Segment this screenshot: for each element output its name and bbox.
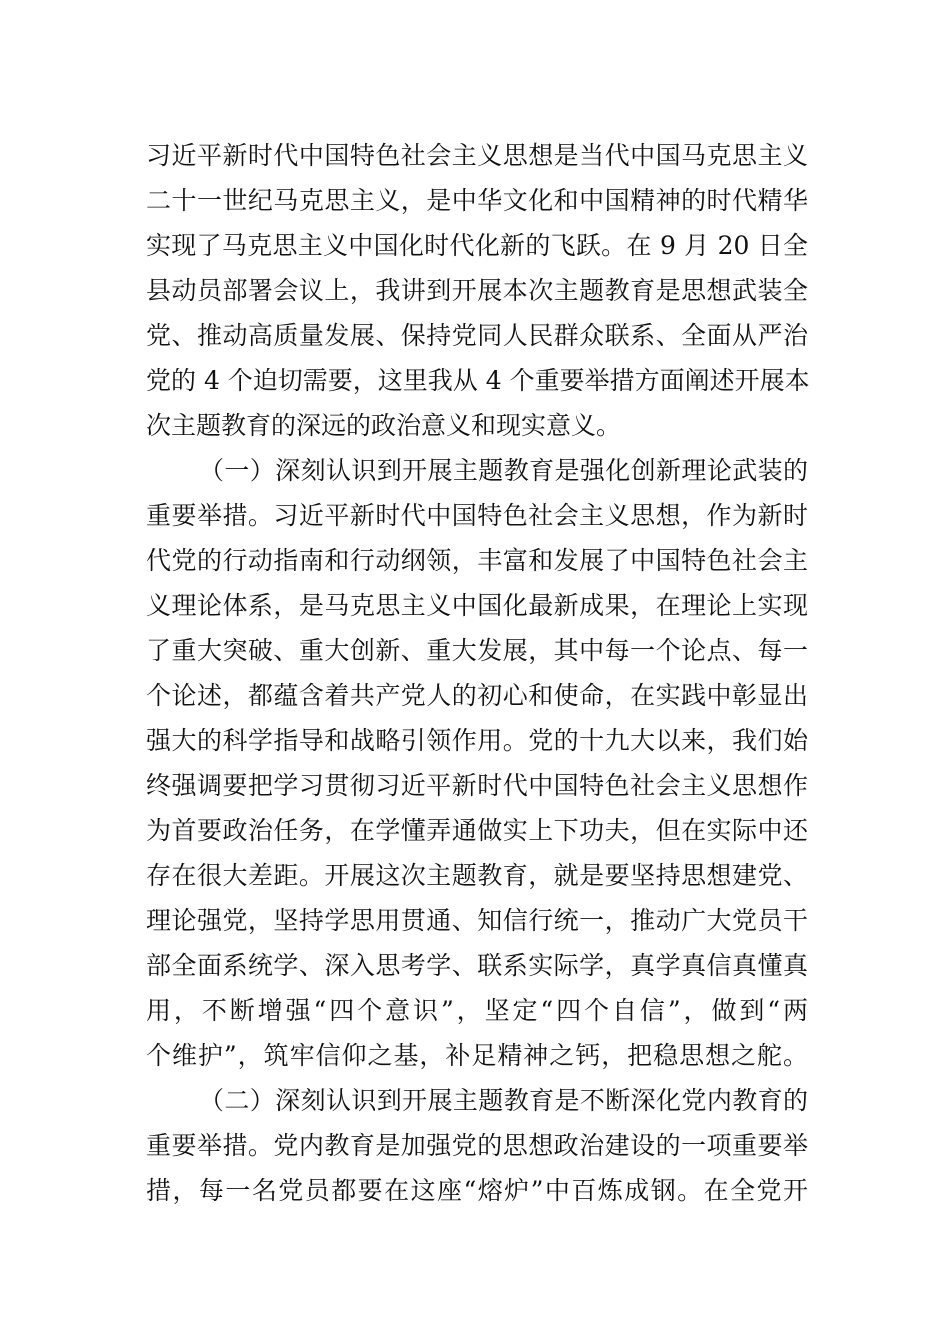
text-line: 部全面系统学、深入思考学、联系实际学，真学真信真懂真 xyxy=(146,951,808,980)
text-line: 重要举措。党内教育是加强党的思想政治建设的一项重要举 xyxy=(146,1131,808,1160)
text-line: 个维护”，筑牢信仰之基，补足精神之钙，把稳思想之舵。 xyxy=(146,1041,808,1070)
text-line: 次主题教育的深远的政治意义和现实意义。 xyxy=(146,411,622,440)
text-line: 县动员部署会议上，我讲到开展本次主题教育是思想武装全 xyxy=(146,276,808,305)
section-heading-line: （一）深刻认识到开展主题教育是强化创新理论武装的 xyxy=(199,456,808,485)
text-line: 二十一世纪马克思主义，是中华文化和中国精神的时代精华 xyxy=(146,186,808,215)
text-line: 党、推动高质量发展、保持党同人民群众联系、全面从严治 xyxy=(146,321,808,350)
text-line: 个论述，都蕴含着共产党人的初心和使命，在实践中彰显出 xyxy=(146,681,808,710)
text-line: 重要举措。习近平新时代中国特色社会主义思想，作为新时 xyxy=(146,501,808,530)
text-line: 强大的科学指导和战略引领作用。党的十九大以来，我们始 xyxy=(146,726,808,755)
text-line: 为首要政治任务，在学懂弄通做实上下功夫，但在实际中还 xyxy=(146,816,808,845)
text-line: 实现了马克思主义中国化时代化新的飞跃。在 9 月 20 日全 xyxy=(146,231,808,260)
text-line: 了重大突破、重大创新、重大发展，其中每一个论点、每一 xyxy=(146,636,808,665)
text-line: 习近平新时代中国特色社会主义思想是当代中国马克思主义 xyxy=(146,141,808,170)
text-line: 党的 4 个迫切需要，这里我从 4 个重要举措方面阐述开展本 xyxy=(146,366,810,395)
text-line: 代党的行动指南和行动纲领，丰富和发展了中国特色社会主 xyxy=(146,546,808,575)
section-heading-line: （二）深刻认识到开展主题教育是不断深化党内教育的 xyxy=(199,1086,808,1115)
text-line: 措，每一名党员都要在这座“熔炉”中百炼成钢。在全党开 xyxy=(146,1176,808,1205)
text-line: 义理论体系，是马克思主义中国化最新成果，在理论上实现 xyxy=(146,591,808,620)
text-line: 终强调要把学习贯彻习近平新时代中国特色社会主义思想作 xyxy=(146,771,808,800)
text-line: 用，不断增强“四个意识”，坚定“四个自信”，做到“两 xyxy=(146,996,808,1025)
text-line: 存在很大差距。开展这次主题教育，就是要坚持思想建党、 xyxy=(146,861,808,890)
text-line: 理论强党，坚持学思用贯通、知信行统一，推动广大党员干 xyxy=(146,906,808,935)
